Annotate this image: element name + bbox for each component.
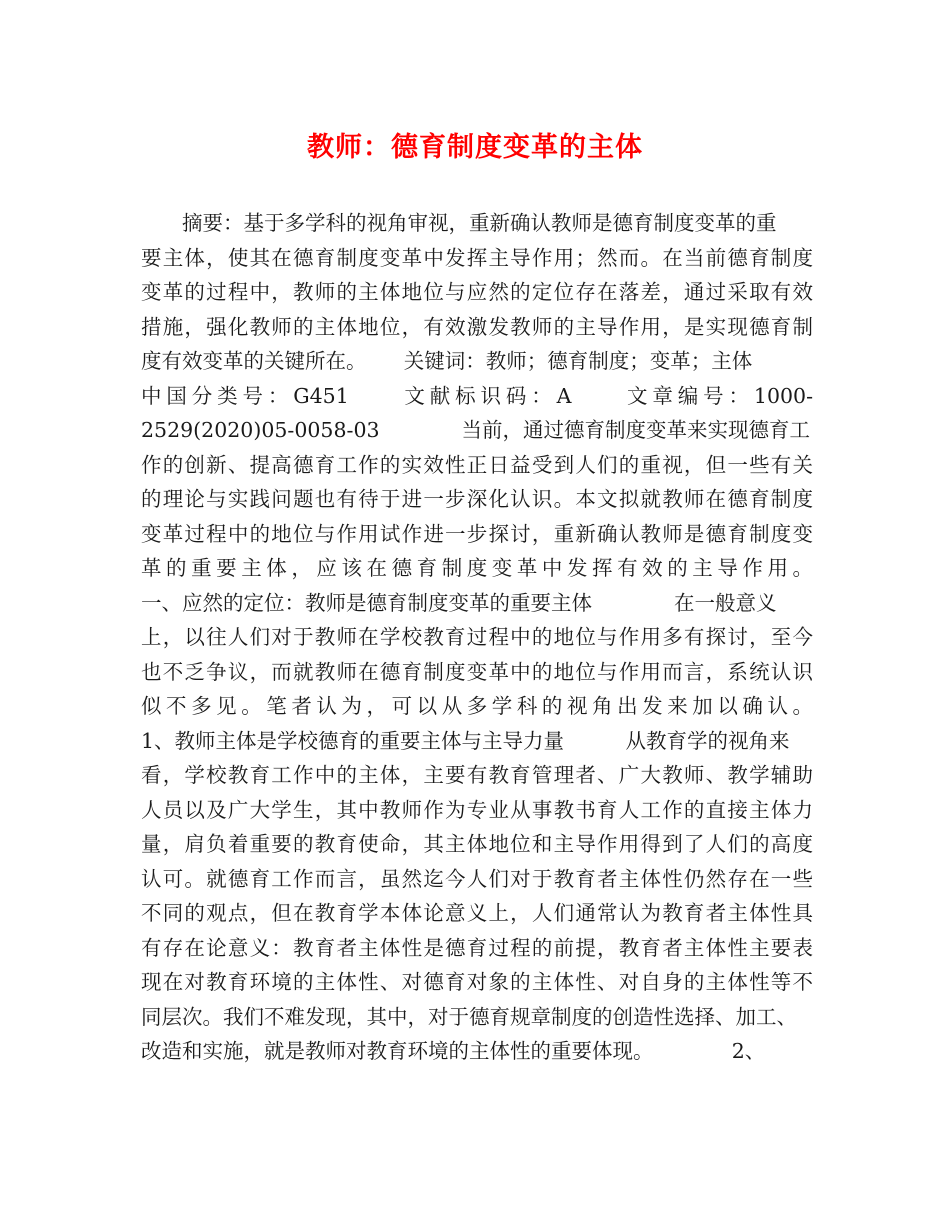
text-line: 变革的过程中，教师的主体地位与应然的定位存在落差，通过采取有效 xyxy=(141,280,813,304)
text-line: 也不乏争议，而就教师在德育制度变革中的地位与作用而言，系统认识 xyxy=(141,659,813,684)
text-line: 2529(2020)05-0058-03 当前，通过德育制度变革来实现德育工 xyxy=(141,418,811,442)
text-line: 一、应然的定位：教师是德育制度变革的重要主体 在一般意义 xyxy=(141,590,777,615)
text-line: 上，以往人们对于教师在学校教育过程中的地位与作用多有探讨，至今 xyxy=(141,625,813,649)
document-body xyxy=(141,206,813,1069)
text-line: 量，肩负着重要的教育使命，其主体地位和主导作用得到了人们的高度 xyxy=(141,832,813,856)
text-line: 改造和实施，就是教师对教育环境的主体性的重要体现。 2、 xyxy=(141,1039,766,1063)
text-line: 革的重要主体，应该在德育制度变革中发挥有效的主导作用。 xyxy=(141,556,813,580)
text-line: 的理论与实践问题也有待于进一步深化认识。本文拟就教师在德育制度 xyxy=(141,487,813,511)
document-title: 教师：德育制度变革的主体 xyxy=(307,132,643,163)
text-line: 看，学校教育工作中的主体，主要有教育管理者、广大教师、教学辅助 xyxy=(141,763,813,787)
text-line: 不同的观点，但在教育学本体论意义上，人们通常认为教育者主体性具 xyxy=(141,901,813,925)
text-line: 人员以及广大学生，其中教师作为专业从事教书育人工作的直接主体力 xyxy=(141,797,813,822)
text-line: 似不多见。笔者认为，可以从多学科的视角出发来加以确认。 xyxy=(141,694,813,718)
text-line: 措施，强化教师的主体地位，有效激发教师的主导作用，是实现德育制 xyxy=(141,314,813,339)
text-line: 同层次。我们不难发现，其中，对于德育规章制度的创造性选择、加工、 xyxy=(141,1004,797,1029)
text-line: 中国分类号：G451 文献标识码：A 文章编号：1000- xyxy=(141,383,813,408)
text-line: 摘要：基于多学科的视角审视，重新确认教师是德育制度变革的重 xyxy=(141,211,777,235)
text-line: 变革过程中的地位与作用试作进一步探讨，重新确认教师是德育制度变 xyxy=(141,521,813,546)
text-line: 作的创新、提高德育工作的实效性正日益受到人们的重视，但一些有关 xyxy=(141,452,813,477)
text-line: 度有效变革的关键所在。 关键词：教师；德育制度；变革；主体 xyxy=(141,349,753,373)
text-line: 有存在论意义：教育者主体性是德育过程的前提，教育者主体性主要表 xyxy=(141,935,813,960)
text-line: 现在对教育环境的主体性、对德育对象的主体性、对自身的主体性等不 xyxy=(141,970,813,994)
text-line: 认可。就德育工作而言，虽然迄今人们对于教育者主体性仍然存在一些 xyxy=(141,866,813,891)
text-line: 要主体，使其在德育制度变革中发挥主导作用；然而。在当前德育制度 xyxy=(141,245,813,270)
text-line: 1、教师主体是学校德育的重要主体与主导力量 从教育学的视角来 xyxy=(141,728,790,753)
